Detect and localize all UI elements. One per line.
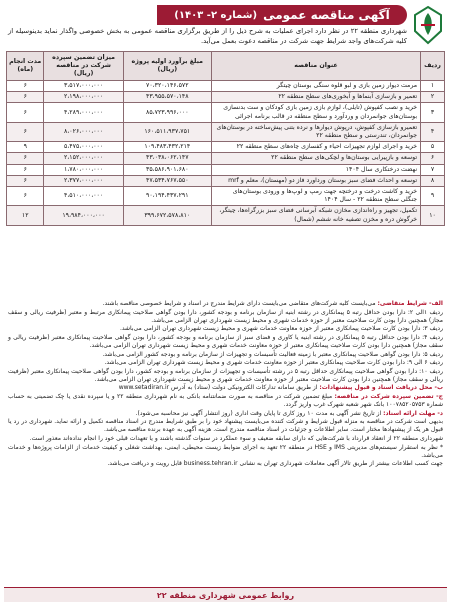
row-idx: ۶ <box>421 153 445 164</box>
notice-header <box>4 3 447 47</box>
term-label: د- مهلت ارائه اسناد: <box>383 409 443 417</box>
term-text: می‌بایست کلیه شرکت‌های متقاضی می‌بایست دارای شرایط مندرج در اسناد و شرایط خصوصی مناقصه باشند. <box>102 300 376 307</box>
term-conditions <box>8 300 443 308</box>
term-documents <box>8 384 443 392</box>
row-duration: ۶ <box>7 92 44 103</box>
row-idx: ۹ <box>421 187 445 206</box>
term-text: از تاریخ نشر آگهی به مدت ۱۰ روز کاری تا پایان وقت اداری (روز انتشار آگهی نیز محاسبه می‌شود). <box>135 409 382 417</box>
tender-table <box>6 51 445 226</box>
row-deposit: ۲،۳۷۷،۰۰۰،۰۰۰ <box>44 175 123 186</box>
term-label: ب- محل دریافت اسناد و قبول پیشنهادات: <box>319 384 443 392</box>
table-row <box>7 81 445 92</box>
tender-notice <box>4 3 447 604</box>
table-row <box>7 142 445 153</box>
col-budget: مبلغ برآورد اولیه پروژه (ریال) <box>123 52 211 81</box>
table-row <box>7 103 445 122</box>
row-idx: ۲ <box>421 92 445 103</box>
row-duration: ۶ <box>7 81 44 92</box>
col-duration: مدت انجام (ماه) <box>7 52 44 81</box>
row-title: مرمت دیوار زمین بازی و لبو قلوه سنگی بوستان چیتگر <box>211 81 420 92</box>
term-text: ردیف ۱۰: دارا بودن گواهی صلاحیت پیمانکاری حداقل رتبه ۵ در رشته تأسیسات و تجهیزات از سازمان برنامه و بودجه کشور، دارا بودن گواهی صلاحیت پیمانکاری معتبر (ظرفیت ریالی و سقف مجاز) همچنین دارا بودن کارت صلاحیت معتبر از حوزه معاونت خدمات شهری و محیط زیست شهرداری تهران الزامی می‌باشد. <box>8 367 443 383</box>
term-deposit <box>8 393 443 409</box>
row-title: خرید و اجرای لوازم تجهیزات احیاء و کفسازی چاه‌های سطح منطقه ۲۲ <box>211 142 420 153</box>
notice-title: آگهی مناقصه عمومی <box>263 8 390 22</box>
row-deposit: ۱۹،۹۸۴،۰۰۰،۰۰۰ <box>44 206 123 225</box>
row-budget: ۱۰۹،۴۸۳،۴۳۲،۲۱۴ <box>123 142 211 153</box>
notice-intro: شهرداری منطقه ۲۲ در نظر دارد اجرای عملیات به شرح ذیل را از طریق برگزاری مناقصه عمومی به بخش خصوصی واگذار نماید بدینوسیله از کلیه شرکت‌های واجد شرایط جهت شرکت در مناقصه دعوت بعمل می‌آید. <box>8 27 407 45</box>
tehran-municipality-logo-icon <box>411 5 445 45</box>
row-budget: ۸۵،۷۲۳،۹۹۶،۰۰۰ <box>123 103 211 122</box>
term-label: الف- شرایط متقاضی: <box>377 300 443 307</box>
row-deposit: ۳،۵۱۷،۰۰۰،۰۰۰ <box>44 81 123 92</box>
row-duration: ۱۲ <box>7 206 44 225</box>
row-title: توسعه و بازپیرایی بوستان‌ها و لچکی‌های سطح منطقه ۲۲ <box>211 153 420 164</box>
term-text: شهرداری منطقه ۲۲ از انعقاد قرارداد با شرکت‌هایی که دارای سابقه ضعیف و سوء عملکرد در سنوات گذشته باشند و یا تعهدات قبلی خود را انجام نداده‌اند معذور است. <box>29 435 443 442</box>
row-budget: ۳۵،۵۸۶،۹۰۱،۶۸۰ <box>123 164 211 175</box>
row-duration: ۶ <box>7 103 44 122</box>
notice-title-badge <box>157 5 407 25</box>
term-text: ردیف ۶ الی ۹: دارا بودن کارت صلاحیت پیمانکاری معتبر از حوزه معاونت خدمات شهری و محیط زیست شهرداری تهران الزامی می‌باشد. <box>104 359 443 367</box>
table-row <box>7 164 445 175</box>
row-title: توسعه و احداث فضای سبز بوستان ورداورد فاز دو (مهستان)، معلم و mrf <box>211 175 420 186</box>
row-title: خرید و کاشت درخت و درختچه جهت رمپ و لوپ‌ها و ورودی بوستان‌های جنگلی سطح منطقه ۲۲ - سال ۱۴۰۴ <box>211 187 420 206</box>
row-budget: ۷۰،۳۲۰،۱۴۶،۵۷۲ <box>123 81 211 92</box>
term-deadline <box>8 410 443 418</box>
row-duration: ۶ <box>7 153 44 164</box>
row-deposit: ۵،۴۷۵،۰۰۰،۰۰۰ <box>44 142 123 153</box>
row-duration: ۶ <box>7 122 44 141</box>
row-idx: ۸ <box>421 175 445 186</box>
row-duration: ۶ <box>7 175 44 186</box>
table-row <box>7 187 445 206</box>
notice-number: (شماره ۲- ۱۴۰۳) <box>174 9 258 21</box>
col-title: عنوان مناقصه <box>211 52 420 81</box>
col-deposit: میزان تضمین سپرده شرکت در مناقصه (ریال) <box>44 52 123 81</box>
notice-footer <box>4 587 447 602</box>
tender-terms <box>8 300 443 469</box>
table-row <box>7 92 445 103</box>
term-text: بدیهی است شرکت در مناقصه به منزله قبول شرایط و شرکت کننده می‌بایست پیشنهاد خود را بر طبق شرایط مندرج در اسناد مناقصه تکمیل و ارائه نماید. شهرداری در رد یا قبول هر یک از پیشنهادها مختار است. سایر اطلاعات و جزئیات در اسناد مناقصه مندرج است. هزینه آگهی به عهده برنده مناقصه می‌باشد. <box>8 418 443 434</box>
row-budget: ۴۳،۰۳۸،۰۶۲،۱۴۷ <box>123 153 211 164</box>
table-row <box>7 122 445 141</box>
row-deposit: ۲،۱۹۸،۰۰۰،۰۰۰ <box>44 92 123 103</box>
table-row <box>7 206 445 225</box>
term-text: ردیف ۳: دارا بودن کارت صلاحیت پیمانکاری معتبر از حوزه معاونت خدمات شهری و محیط زیست شهرداری تهران الزامی می‌باشد. <box>119 325 443 333</box>
tender-table-header <box>7 52 445 81</box>
row-deposit: ۴،۲۸۹،۰۰۰،۰۰۰ <box>44 103 123 122</box>
row-title: تعمیرو بازسازی کفپوش، درپوش دیوارها و نرده بتنی پیش‌ساخته در بوستان‌های جوانمردان، تندرستی و سطح منطقه ۲۲ <box>211 122 420 141</box>
col-idx: ردیف <box>421 52 445 81</box>
row-idx: ۱ <box>421 81 445 92</box>
term-text: ردیف ۱الی ۲: دارا بودن حداقل رتبه ۵ پیمانکاری در رشته ابنیه از سازمان برنامه و بودجه کشور، دارا بودن گواهی صلاحیت پیمانکاری مرتبط و معتبر (ظرفیت ریالی و سقف مجاز) همچنین دارا بودن کارت صلاحیت معتبر از حوزه خدمات شهری و محیط زیست شهرداری تهران الزامی می‌باشد. <box>8 308 444 324</box>
term-label: ج- تضمین سپرده شرکت در مناقصه: <box>334 393 443 401</box>
table-row <box>7 153 445 164</box>
row-title: تکمیل، تجهیز و راه‌اندازی مخازن شبکه آبرسانی فضای سبز بزرگراه‌ها، چیتگر، خرگوش دره و مخزن تصفیه خانه ششم (شمال) <box>211 206 420 225</box>
row-title: نهضت درختکاری سال ۱۴۰۴ <box>211 164 420 175</box>
row-idx: ۷ <box>421 164 445 175</box>
term-text: ردیف ۵: دارا بودن گواهی صلاحیت پیمانکاری معتبر با زمینه فعالیت تأسیسات و تجهیزات از سازمان برنامه و بودجه کشور الزامی می‌باشد. <box>102 350 443 358</box>
row-deposit: ۸،۰۲۶،۰۰۰،۰۰۰ <box>44 122 123 141</box>
term-text: مبلغ تضمین شرکت در مناقصه به صورت ضمانتنامه بانکی به نام شهرداری منطقه ۲۲ و یا سپرده نقدی یا چک تضمینی به حساب شماره ۱۰۰۷۸۵۲۰۵۷۵۳ بانک شهر شعبه شهرک غرب واریز گردد. <box>8 393 443 409</box>
row-idx: ۴ <box>421 122 445 141</box>
row-idx: ۵ <box>421 142 445 153</box>
row-duration: ۹ <box>7 142 44 153</box>
term-text: ردیف ۴: دارا بودن حداقل رتبه ۵ پیمانکاری در رشته ابنیه یا کاوری و فضای سبز از سازمان برنامه و بودجه کشور، دارا بودن گواهی صلاحیت پیمانکاری معتبر (ظرفیت ریالی و سقف مجاز) همچنین دارا بودن کارت صلاحیت پیمانکاری معتبر از حوزه معاونت خدمات شهری و محیط زیست شهرداری تهران الزامی می‌باشد. <box>8 333 443 349</box>
row-duration: ۶ <box>7 187 44 206</box>
row-idx: ۳ <box>421 103 445 122</box>
row-title: خرید و نصب کفپوش (تایلی)، لوازم بازی زمین بازی کودکان و ست بدنسازی بوستان‌های جوانمردان و وردآورد و سطح منطقه در قالب برنامه اجرائی <box>211 103 420 122</box>
row-budget: ۴۳،۹۵۵،۵۷۰،۱۴۸ <box>123 92 211 103</box>
row-budget: ۳۹۹،۶۷۲،۵۷۸،۸۱۰ <box>123 206 211 225</box>
row-budget: ۴۷،۵۳۴،۷۶۷،۵۵۰ <box>123 175 211 186</box>
term-text: جهت کسب اطلاعات بیشتر از طریق تالار آگهی معاملات شهرداری تهران به نشانی business.tehran.ir قابل رویت و دریافت می‌باشد. <box>107 460 443 468</box>
row-title: تعمیر و بازسازی آبنماها و آبخوری‌های سطح منطقه ۲۲ <box>211 92 420 103</box>
table-row <box>7 175 445 186</box>
term-text: * نظر به استقرار سیستم‌های مدیریتی IMS و HSE در منطقه ۲۲ تعهد به اجرای ضوابط زیست محیطی، ایمنی، بهداشت شغلی و کیفیت خدمات از الزامات پروژه‌ها و خدمات می‌باشد. <box>8 443 444 459</box>
row-budget: ۹۰،۱۹۴،۴۳۷،۲۹۱ <box>123 187 211 206</box>
row-duration: ۶ <box>7 164 44 175</box>
row-deposit: ۱،۷۸۰،۰۰۰،۰۰۰ <box>44 164 123 175</box>
row-deposit: ۴،۵۱۰،۰۰۰،۰۰۰ <box>44 187 123 206</box>
footer-text: روابط عمومی شهرداری منطقه ۲۲ <box>156 590 295 600</box>
row-deposit: ۲،۱۵۲،۰۰۰،۰۰۰ <box>44 153 123 164</box>
row-idx: ۱۰ <box>421 206 445 225</box>
row-budget: ۱۶۰،۵۱۱،۹۳۷،۷۵۱ <box>123 122 211 141</box>
term-text: از طریق سامانه تدارکات الکترونیکی دولت (ستاد) به آدرس www.setadiran.ir <box>118 384 318 392</box>
